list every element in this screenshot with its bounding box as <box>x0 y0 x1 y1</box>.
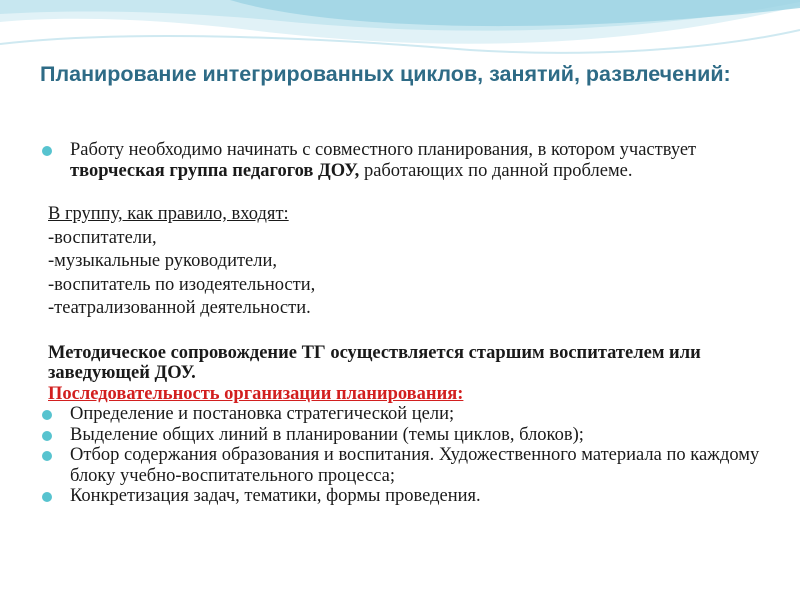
sequence-heading: Последовательность организации планирования: <box>48 383 464 404</box>
step-item <box>48 425 778 446</box>
bullet-dot-icon <box>42 492 52 502</box>
slide-body <box>48 140 778 507</box>
group-member: -театрализованной деятельности. <box>48 298 311 318</box>
step-item <box>48 404 778 425</box>
step-item <box>48 445 778 486</box>
intro-text: Работу необходимо начинать с совместного планирования, в котором участвует <box>70 140 697 160</box>
bullet-dot-icon <box>42 410 52 420</box>
step-text: Определение и постановка стратегической цели; <box>70 404 455 424</box>
slide-title: Планирование интегрированных циклов, занятий, развлечений: <box>40 62 731 86</box>
group-member: -воспитатели, <box>48 227 157 248</box>
bullet-dot-icon <box>42 431 52 441</box>
group-member: -воспитатель по изодеятельности, <box>48 274 316 295</box>
group-member: -музыкальные руководители, <box>48 251 278 271</box>
header-wave-decoration <box>0 0 800 60</box>
intro-bold-text: творческая группа педагогов ДОУ, <box>70 160 360 181</box>
support-text: Методическое сопровождение ТГ осуществляется старшим воспитателем или заведующей ДОУ. <box>48 342 701 383</box>
step-item <box>48 486 778 507</box>
intro-text-end: работающих по данной проблеме. <box>359 160 633 181</box>
step-text: Конкретизация задач, тематики, формы проведения. <box>70 486 481 506</box>
step-text: Отбор содержания образования и воспитания. Художественного материала по каждому блоку учебно-воспитательного процесса; <box>70 445 760 486</box>
bullet-dot-icon <box>42 451 52 461</box>
group-heading: В группу, как правило, входят: <box>48 204 289 224</box>
step-text: Выделение общих линий в планировании (темы циклов, блоков); <box>70 424 584 445</box>
bullet-dot-icon <box>42 146 52 156</box>
intro-bullet <box>48 140 778 181</box>
